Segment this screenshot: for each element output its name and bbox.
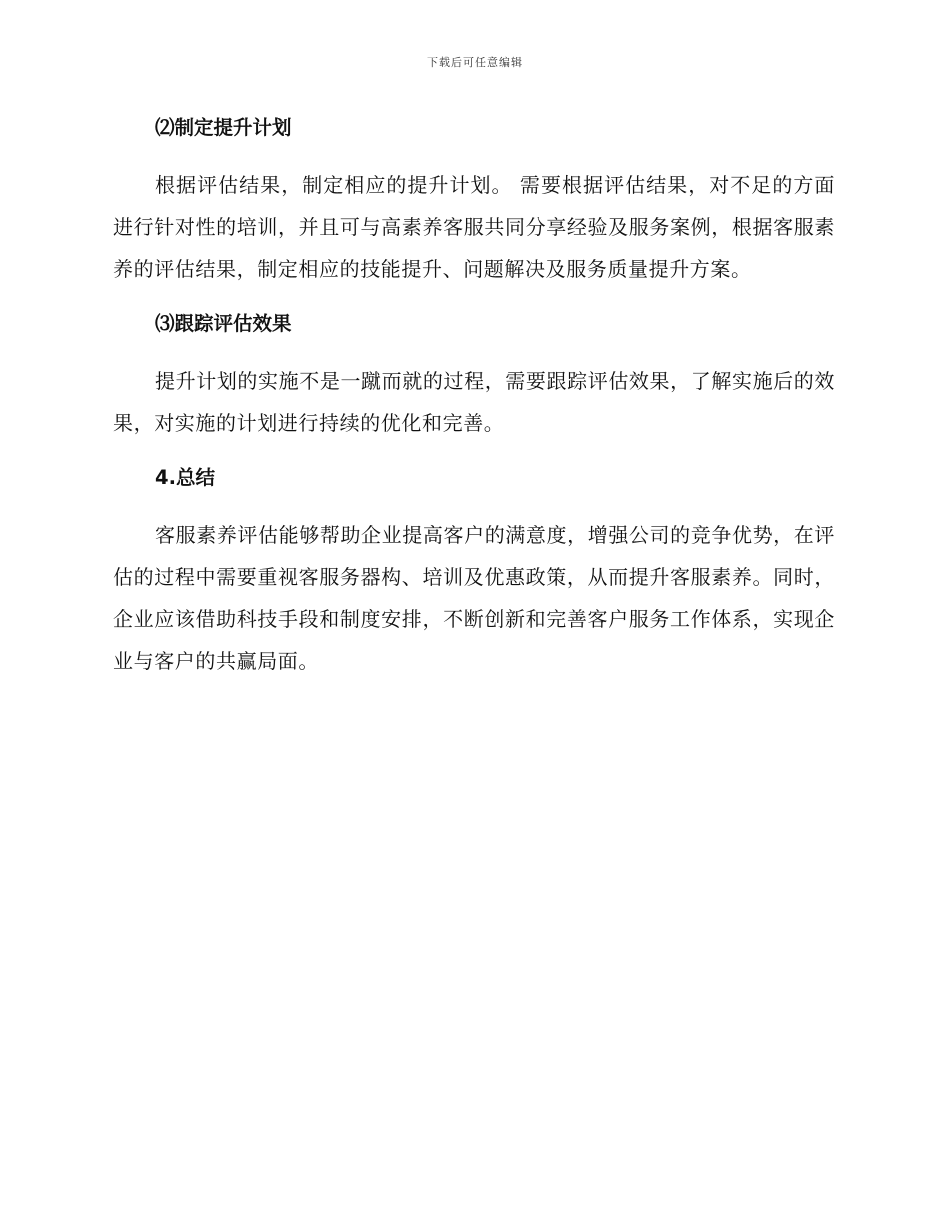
section-paragraph-summary: 客服素养评估能够帮助企业提高客户的满意度，增强公司的竞争优势，在评估的过程中需要重视客服务器构、培训及优惠政策，从而提升客服素养。同时，企业应该借助科技手段和制度安排，不断创新和完善客户服务工作体系，实现企业与客户的共赢局面。 (113, 523, 835, 673)
section-paragraph-tracking: 提升计划的实施不是一蹴而就的过程，需要跟踪评估效果，了解实施后的效果，对实施的计划进行持续的优化和完善。 (113, 369, 835, 435)
section-heading-plan: ⑵制定提升计划 (155, 116, 292, 139)
section-heading-summary: 4.总结 (155, 466, 215, 489)
section-paragraph-plan: 根据评估结果，制定相应的提升计划。 需要根据评估结果，对不足的方面进行针对性的培训，并且可与高素养客服共同分享经验及服务案例，根据客服素养的评估结果，制定相应的技能提升、问题解决及服务质量提升方案。 (113, 173, 835, 281)
header-note: 下载后可任意编辑 (427, 56, 523, 69)
document-body (113, 110, 835, 682)
section-heading-tracking: ⑶跟踪评估效果 (155, 312, 292, 335)
